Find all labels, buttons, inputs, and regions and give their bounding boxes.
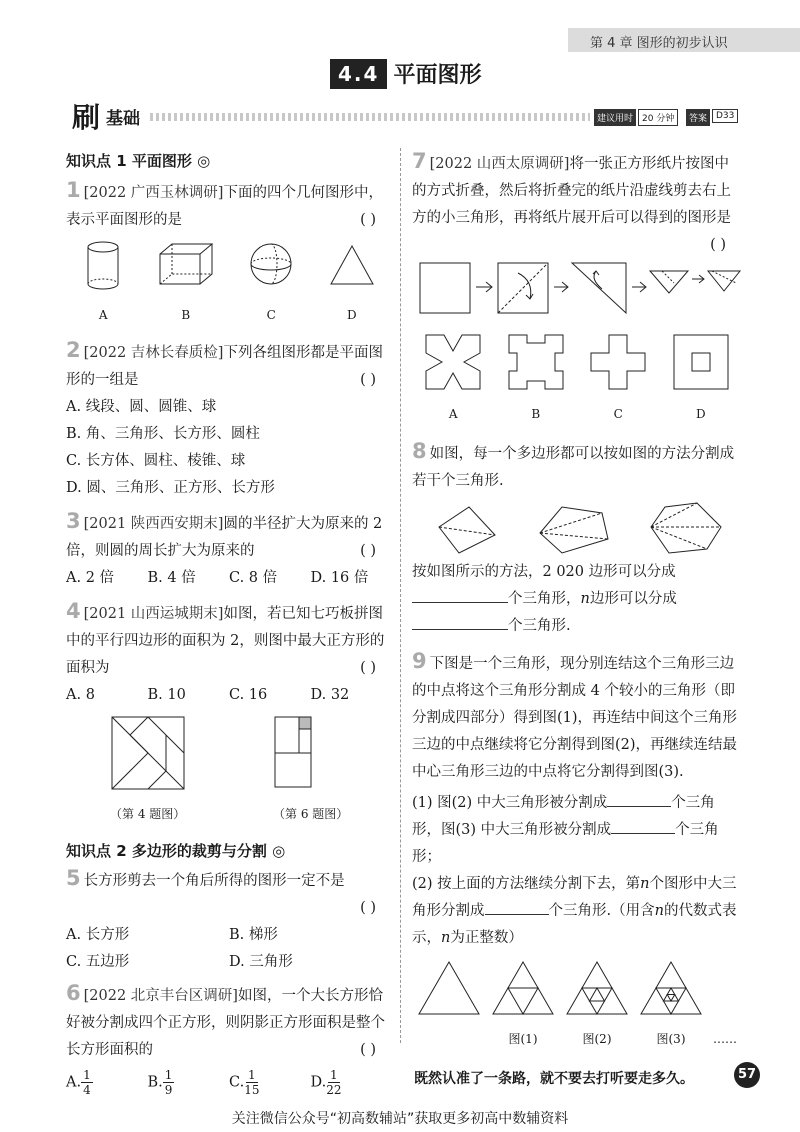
q4-option: B. 10: [147, 687, 186, 703]
q3-option: A. 2 倍: [66, 570, 115, 586]
chapter-title: 第 4 章 图形的初步认识: [590, 36, 728, 51]
left-column: [66, 148, 392, 1097]
basic-label: 基础: [106, 109, 140, 129]
knowledge-point-1: 知识点 1 平面图形 ◎: [66, 152, 211, 170]
section-name: 平面图形: [393, 63, 482, 88]
q2-option: C. 长方体、圆柱、棱锥、球: [66, 453, 246, 469]
q5-options-row1: [66, 922, 392, 949]
section-number: 4.4: [330, 59, 387, 89]
question-number: 2: [66, 338, 81, 362]
triangle-fig3: 图(3): [639, 960, 703, 1053]
motto: 既然认准了一条路，就不要去打听要走多久。: [414, 1071, 694, 1087]
answer-blank[interactable]: [607, 793, 671, 807]
question-2: 2 [2022 吉林长春质检]下列各组图形都是平面图形的一组是 ( ): [66, 337, 392, 394]
sphere-figure: C: [248, 240, 294, 329]
q2-option: A. 线段、圆、圆锥、球: [66, 399, 217, 415]
triangle-original-figure: [417, 960, 481, 1053]
hollow-square-figure: D: [672, 333, 730, 428]
q7-options-figures: [412, 333, 742, 428]
q2-option: B. 角、三角形、长方形、圆柱: [66, 426, 260, 442]
answer-paren: ( ): [710, 237, 726, 253]
rectangle-squares-figure: （第 6 题图）: [273, 715, 348, 828]
question-4: 4 [2021 山西运城期末]如图，若已知七巧板拼图中的平行四边形的面积为 2，则图中最大正方形的面积为 ( ): [66, 598, 392, 682]
question-5: 5 长方形剪去一个角后所得的图形一定不是: [66, 866, 345, 890]
section-title: [330, 58, 481, 89]
quadrilateral-split-figure: [429, 505, 499, 555]
q6-option: C. $\frac{1}{15}$: [229, 1068, 260, 1097]
question-number: 5: [66, 866, 81, 890]
q4-option: D. 32: [310, 687, 350, 703]
q9-figures: [412, 960, 742, 1053]
question-8: 8 如图，每一个多边形都可以按如图的方法分割成若干个三角形.: [412, 439, 735, 489]
q2-option: D. 圆、三角形、正方形、长方形: [66, 480, 275, 496]
answer-blank[interactable]: [412, 616, 508, 630]
question-number: 8: [412, 439, 427, 463]
question-number: 9: [412, 649, 427, 673]
time-label: 建议用时: [594, 109, 636, 126]
answer-value: D33: [712, 109, 738, 123]
answer-blank[interactable]: [611, 820, 675, 834]
answer-blank[interactable]: [485, 901, 549, 915]
q5-options-row2: [66, 949, 392, 976]
question-number: 1: [66, 178, 81, 202]
q3-option: C. 8 倍: [229, 570, 278, 586]
answer-paren: ( ): [360, 543, 376, 559]
cross-figure: C: [589, 333, 647, 428]
q3-options: [66, 565, 392, 592]
ellipsis: ……: [713, 1032, 737, 1046]
question-number: 3: [66, 509, 81, 533]
q5-option: B. 梯形: [229, 927, 278, 943]
answer-blank[interactable]: [412, 589, 508, 603]
target-icon: ◎: [197, 152, 211, 170]
q8-fill-blank: 按如图所示的方法，2 020 边形可以分成个三角形，n边形可以分成个三角形.: [412, 564, 677, 634]
question-9: 9 下图是一个三角形，现分别连结这个三角形三边的中点将这个三角形分割成 4 个较小的三角形（即分割成四部分）得到图(1)，再连结中间这个三角形三边的中点继续将它分割得到图(2)，再继续连结最中心三角形三边的中点将它分割得到图(3).: [412, 649, 738, 780]
column-divider: [400, 148, 401, 1043]
question-number: 7: [412, 149, 427, 173]
knowledge-point-2: 知识点 2 多边形的裁剪与分割 ◎: [66, 842, 286, 860]
question-6: 6 [2022 北京丰台区调研]如图，一个大长方形恰好被分割成四个正方形，则阴影正方形面积是整个长方形面积的 ( ): [66, 980, 392, 1064]
q3-option: D. 16 倍: [310, 570, 369, 586]
triangle-fig2: 图(2): [565, 960, 629, 1053]
answer-paren: ( ): [360, 900, 376, 916]
q5-option: A. 长方形: [66, 927, 130, 943]
target-icon: ◎: [272, 842, 286, 860]
q6-option: A. $\frac{1}{4}$: [66, 1068, 91, 1097]
q5-option: D. 三角形: [229, 954, 293, 970]
pentagon-split-figure: [532, 503, 612, 555]
time-value: 20 分钟: [638, 109, 678, 126]
page-number: 57: [734, 1062, 760, 1088]
question-number: 4: [66, 599, 81, 623]
shua-mark: 刷: [72, 101, 101, 134]
q5-paren-row: [66, 895, 392, 922]
hexagon-split-figure: [645, 501, 725, 555]
triangle-figure: D: [329, 240, 375, 329]
question-number: 6: [66, 981, 81, 1005]
triangle-fig1: 图(1): [491, 960, 555, 1053]
right-column: [412, 148, 742, 1053]
folding-steps-figure: [412, 240, 742, 325]
x-shape-figure: A: [424, 333, 482, 428]
cylinder-figure: A: [83, 240, 123, 329]
decor-stripe: [150, 113, 590, 121]
q6-option: D. $\frac{1}{22}$: [310, 1068, 342, 1097]
tangram-figure: （第 4 题图）: [110, 715, 186, 828]
answer-paren: ( ): [360, 1042, 376, 1058]
answer-label: 答案: [686, 109, 710, 126]
q1-figures: [66, 240, 392, 329]
q3-option: B. 4 倍: [147, 570, 196, 586]
question-3: 3 [2021 陕西西安期末]圆的半径扩大为原来的 2 倍，则圆的周长扩大为原来的 ( ): [66, 508, 392, 565]
q6-option: B. $\frac{1}{9}$: [147, 1068, 173, 1097]
footer-note: 关注微信公众号“初高数辅站”获取更多初高中数辅资料: [231, 1111, 569, 1127]
answer-paren: ( ): [360, 372, 376, 388]
q4-option: A. 8: [66, 687, 95, 703]
q6-options: [66, 1068, 392, 1097]
cuboid-figure: B: [158, 240, 214, 329]
question-1: 1 [2022 广西玉林调研]下面的四个几何图形中，表示平面图形的是 ( ): [66, 177, 392, 234]
q4-q6-figures: [66, 715, 392, 828]
polygon-split-figures: [412, 501, 742, 555]
notched-square-figure: B: [507, 333, 565, 428]
q9-part-2: (2) 按上面的方法继续分割下去，第n个图形中大三角形分割成 个三角形.（用含n的代数式表示，n为正整数）: [412, 876, 737, 946]
answer-paren: ( ): [360, 660, 376, 676]
question-7: 7 [2022 山西太原调研]将一张正方形纸片按图中的方式折叠，然后将折叠完的纸片沿虚线剪去右上方的小三角形，再将纸片展开后可以得到的图形是 ( ): [412, 148, 742, 232]
answer-paren: ( ): [360, 212, 376, 228]
q4-options: [66, 682, 392, 709]
q5-option: C. 五边形: [66, 954, 130, 970]
q9-part-1: (1) 图(2) 中大三角形被分割成 个三角形，图(3) 中大三角形被分割成 个三角形；: [412, 795, 719, 865]
q4-option: C. 16: [229, 687, 268, 703]
